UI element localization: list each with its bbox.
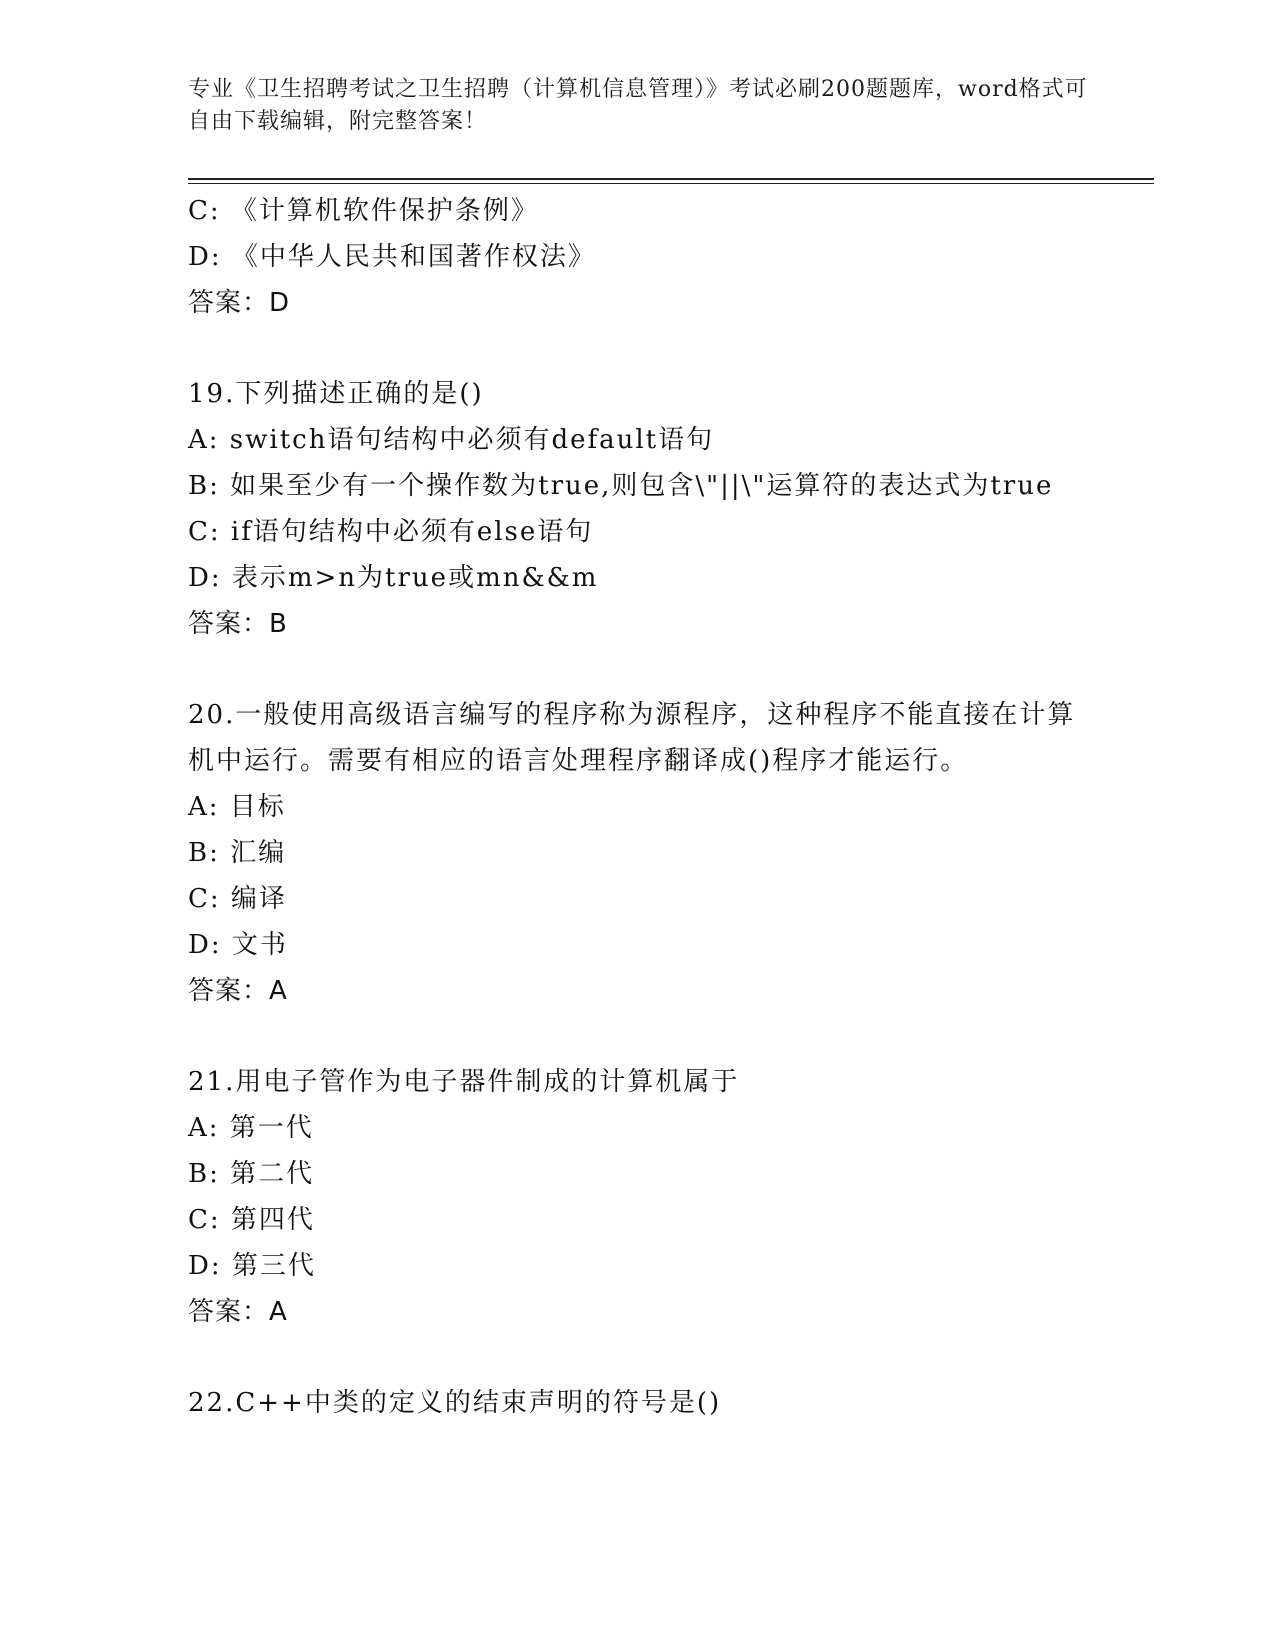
document-header: 专业《卫生招聘考试之卫生招聘（计算机信息管理）》考试必刷200题题库，word格式可自由下载编辑，附完整答案！ xyxy=(188,77,1088,134)
spacer xyxy=(188,326,1088,371)
q21-option-b: B: 第二代 xyxy=(188,1159,315,1189)
spacer xyxy=(188,647,1088,692)
q20-option-d: D: 文书 xyxy=(188,930,288,960)
q21-answer: 答案：A xyxy=(188,1297,288,1327)
q20-question: 20.一般使用高级语言编写的程序称为源程序，这种程序不能直接在计算机中运行。需要有相应的语言处理程序翻译成()程序才能运行。 xyxy=(188,700,1076,776)
q18-option-d: D: 《中华人民共和国著作权法》 xyxy=(188,242,596,272)
q20-option-c: C: 编译 xyxy=(188,884,287,914)
q21-option-d: D: 第三代 xyxy=(188,1251,316,1281)
q18-answer: 答案：D xyxy=(188,288,291,318)
spacer xyxy=(188,1335,1088,1380)
q22-question: 22.C++中类的定义的结束声明的符号是() xyxy=(188,1388,722,1418)
header-divider-thin xyxy=(188,183,1154,184)
q18-option-c: C: 《计算机软件保护条例》 xyxy=(188,196,539,226)
q21-question: 21.用电子管作为电子器件制成的计算机属于 xyxy=(188,1067,740,1097)
header-divider xyxy=(188,178,1154,180)
q19-option-c: C: if语句结构中必须有else语句 xyxy=(188,517,594,547)
question-content xyxy=(188,188,1088,1426)
q19-option-d: D: 表示m>n为true或mn&&m xyxy=(188,563,599,593)
q20-answer: 答案：A xyxy=(188,976,288,1006)
q19-question: 19.下列描述正确的是() xyxy=(188,379,484,409)
q19-answer: 答案：B xyxy=(188,609,288,639)
q21-option-c: C: 第四代 xyxy=(188,1205,315,1235)
q19-option-b: B: 如果至少有一个操作数为true,则包含\"||\"运算符的表达式为true xyxy=(188,471,1054,501)
q21-option-a: A: 第一代 xyxy=(188,1113,314,1143)
q20-option-b: B: 汇编 xyxy=(188,838,287,868)
q19-option-a: A: switch语句结构中必须有default语句 xyxy=(188,425,715,455)
spacer xyxy=(188,1014,1088,1059)
q20-option-a: A: 目标 xyxy=(188,792,286,822)
